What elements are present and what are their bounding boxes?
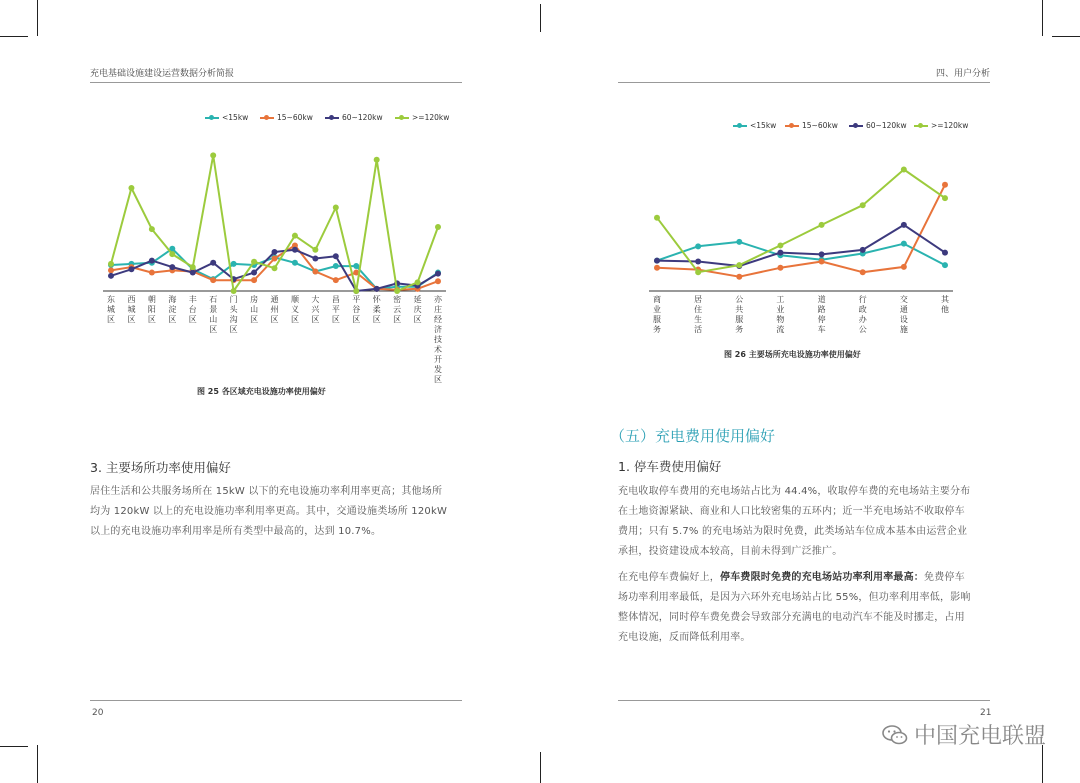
- data-point: [353, 263, 359, 269]
- data-point: [654, 258, 660, 264]
- data-point: [415, 279, 421, 285]
- data-point: [736, 239, 742, 245]
- crop-mark: [0, 746, 28, 747]
- legend-label: <15kw: [222, 113, 249, 122]
- left-page-header: 充电基础设施建设运营数据分析简报: [90, 69, 235, 79]
- x-tick-label: 石景山区: [209, 295, 218, 334]
- wechat-icon: [882, 725, 908, 745]
- x-tick-label: 昌平区: [331, 295, 340, 324]
- data-point: [901, 167, 907, 173]
- data-point: [251, 270, 257, 276]
- figure-26-caption: 图 26 主要场所充电设施功率使用偏好: [724, 350, 861, 359]
- data-point: [190, 264, 196, 270]
- x-tick-label: 商业服务: [653, 295, 661, 334]
- data-point: [695, 259, 701, 265]
- data-point: [292, 233, 298, 239]
- x-tick-label: 怀柔区: [372, 295, 381, 324]
- paragraph-line: 以上的充电设施功率利用率是所有类型中最高的，达到 10.7%。: [90, 526, 382, 537]
- data-point: [149, 226, 155, 232]
- data-point: [108, 273, 114, 279]
- x-tick-label: 大兴区: [311, 295, 320, 324]
- crop-mark: [540, 752, 541, 783]
- x-tick-label: 西城区: [127, 295, 136, 324]
- data-point: [312, 255, 318, 261]
- legend-label: >=120kw: [931, 121, 969, 130]
- data-point: [736, 262, 742, 268]
- data-point: [353, 288, 359, 294]
- legend-label: >=120kw: [412, 113, 450, 122]
- paragraph-line: 均为 120kW 以上的充电设施功率利用率更高。其中，交通设施类场所 120kW: [90, 506, 448, 517]
- data-point: [251, 259, 257, 265]
- data-point: [292, 260, 298, 266]
- paragraph-line: 居住生活和公共服务场所在 15kW 以下的充电设施功率利用率更高；其他场所: [90, 486, 443, 497]
- x-tick-label: 工业物流: [776, 295, 785, 334]
- place-power-paragraph: [90, 482, 470, 542]
- data-point: [860, 202, 866, 208]
- data-point: [272, 255, 278, 261]
- data-point: [777, 265, 783, 271]
- paragraph-line: 充电收取停车费用的充电场站占比为 44.4%，收取停车费的充电场站主要分布: [618, 486, 971, 497]
- x-tick-label: 密云区: [393, 295, 402, 324]
- data-point: [860, 247, 866, 253]
- left-footer-rule: [90, 700, 462, 701]
- right-footer-rule: [618, 700, 990, 701]
- paragraph-line: 承担，投资建设成本较高，目前未得到广泛推广。: [618, 546, 843, 557]
- x-tick-label: 交通设施: [899, 295, 908, 334]
- paragraph-line: [618, 568, 998, 588]
- data-point: [819, 251, 825, 257]
- paragraph-line: 场功率利用率最低，是因为六环外充电场站占比 55%，但功率利用率低，影响: [618, 592, 971, 603]
- chapter-heading-fee: （五）充电费用使用偏好: [610, 427, 776, 445]
- x-tick-label: 道路停车: [817, 295, 826, 334]
- data-point: [777, 250, 783, 256]
- data-point: [736, 274, 742, 280]
- data-point: [695, 269, 701, 275]
- section-heading-place-power: 3. 主要场所功率使用偏好: [90, 460, 231, 475]
- x-tick-label: 平谷区: [352, 295, 361, 324]
- data-point: [374, 286, 380, 292]
- text-run: 在充电停车费偏好上，: [618, 572, 720, 583]
- x-tick-label: 行政办公: [858, 295, 867, 334]
- data-point: [210, 152, 216, 158]
- bold-text-run: 停车费限时免费的充电场站功率利用率最高：: [720, 572, 924, 583]
- data-point: [819, 222, 825, 228]
- x-tick-label: 海淀区: [168, 295, 177, 324]
- x-tick-label: 丰台区: [188, 295, 197, 324]
- legend-label: 60~120kw: [342, 113, 383, 122]
- data-point: [374, 157, 380, 163]
- right-page-header: 四、用户分析: [936, 69, 991, 79]
- x-tick-label: 顺义区: [290, 295, 299, 324]
- data-point: [394, 288, 400, 294]
- page-number-right: 21: [980, 708, 992, 718]
- data-point: [128, 266, 134, 272]
- data-point: [292, 247, 298, 253]
- data-point: [231, 261, 237, 267]
- data-point: [169, 251, 175, 257]
- data-point: [251, 277, 257, 283]
- data-point: [149, 258, 155, 264]
- legend-label: 15~60kw: [802, 121, 838, 130]
- crop-mark: [37, 745, 38, 783]
- data-point: [942, 262, 948, 268]
- data-point: [272, 265, 278, 271]
- paragraph-line: 费用；只有 5.7% 的充电场站为限时免费，此类场站车位成本基本由运营企业: [618, 526, 968, 537]
- watermark-text: 中国充电联盟: [913, 724, 1046, 749]
- x-tick-label: 东城区: [107, 295, 115, 324]
- section-heading-parking: 1. 停车费使用偏好: [618, 459, 722, 474]
- data-point: [942, 250, 948, 256]
- x-tick-label: 公共服务: [735, 295, 744, 334]
- data-point: [901, 222, 907, 228]
- data-point: [654, 215, 660, 221]
- x-tick-label: 居住生活: [694, 295, 703, 334]
- data-point: [210, 260, 216, 266]
- region-power-chart: [0, 0, 540, 420]
- data-point: [860, 269, 866, 275]
- parking-paragraph-2: [618, 568, 998, 648]
- data-point: [128, 185, 134, 191]
- data-point: [435, 271, 441, 277]
- x-tick-label: 朝阳区: [147, 295, 156, 324]
- data-point: [942, 182, 948, 188]
- watermark: [882, 719, 1046, 750]
- x-tick-label: 通州区: [270, 295, 279, 324]
- x-tick-label: 延庆区: [413, 295, 422, 324]
- data-point: [272, 249, 278, 255]
- legend-label: 15~60kw: [277, 113, 313, 122]
- legend-label: <15kw: [750, 121, 777, 130]
- data-point: [333, 253, 339, 259]
- figure-25-caption: 图 25 各区域充电设施功率使用偏好: [197, 387, 326, 396]
- paragraph-line: 整体情况，同时停车费免费会导致部分充满电的电动汽车不能及时挪走，占用: [618, 612, 965, 623]
- data-point: [210, 277, 216, 283]
- data-point: [108, 261, 114, 267]
- data-point: [901, 241, 907, 247]
- data-point: [333, 263, 339, 269]
- legend-label: 60~120kw: [866, 121, 907, 130]
- data-point: [435, 278, 441, 284]
- data-point: [312, 268, 318, 274]
- data-point: [108, 267, 114, 273]
- data-point: [333, 204, 339, 210]
- data-point: [435, 224, 441, 230]
- x-tick-label: 门头沟区: [229, 295, 238, 334]
- paragraph-line: 充电设施，反而降低利用率。: [618, 632, 751, 643]
- x-tick-label: 房山区: [250, 295, 259, 324]
- data-point: [149, 270, 155, 276]
- x-tick-label: 亦庄经济技术开发区: [434, 295, 442, 384]
- data-point: [333, 277, 339, 283]
- data-point: [695, 243, 701, 249]
- data-point: [169, 264, 175, 270]
- data-point: [190, 270, 196, 276]
- x-tick-label: 其他: [941, 295, 949, 314]
- data-point: [819, 259, 825, 265]
- data-point: [312, 247, 318, 253]
- data-point: [901, 264, 907, 270]
- page-number-left: 20: [92, 708, 104, 718]
- data-point: [231, 288, 237, 294]
- data-point: [654, 265, 660, 271]
- parking-paragraph-1: [618, 482, 998, 562]
- crop-mark: [1042, 745, 1043, 783]
- text-run: 免费停车: [924, 572, 965, 583]
- paragraph-line: 在土地资源紧缺、商业和人口比较密集的五环内；近一半充电场站不收取停车: [618, 506, 965, 517]
- data-point: [942, 195, 948, 201]
- data-point: [777, 242, 783, 248]
